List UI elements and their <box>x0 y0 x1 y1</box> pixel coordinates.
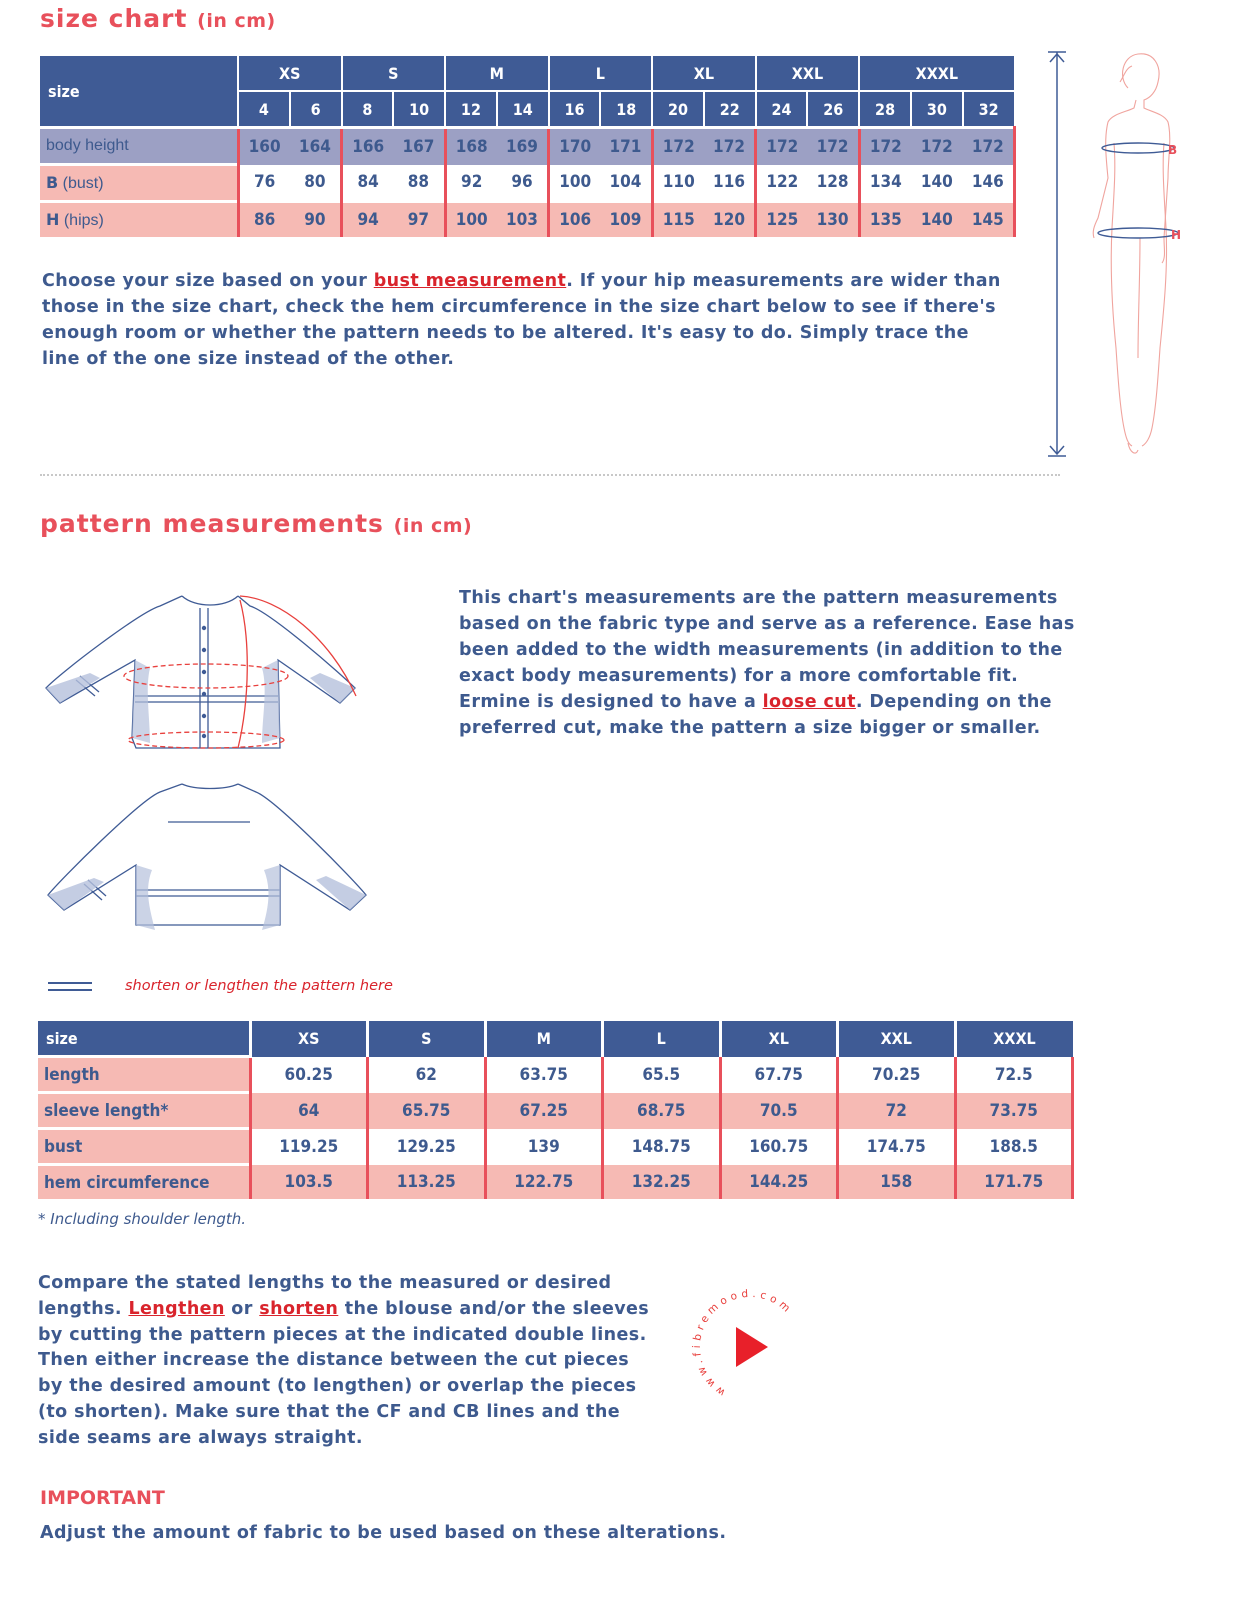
size-chart-cell: 172 <box>652 128 704 165</box>
bust-label: B <box>1168 143 1178 157</box>
size-chart-cell: 88 <box>393 165 445 202</box>
size-chart-cell: 122 <box>756 165 808 202</box>
pattern-table-cell: 144.25 <box>720 1165 838 1200</box>
size-chart-cell: 94 <box>342 202 394 238</box>
size-group-header: S <box>342 55 446 91</box>
pattern-size-column-header: XL <box>720 1021 838 1057</box>
size-chart-cell: 160 <box>238 128 290 165</box>
pattern-table-cell: 132.25 <box>603 1165 721 1200</box>
pattern-table-cell: 119.25 <box>250 1129 368 1165</box>
size-chart-cell: 167 <box>393 128 445 165</box>
size-advice-paragraph <box>42 268 1012 372</box>
size-number-header: 14 <box>497 91 549 128</box>
size-chart-cell: 76 <box>238 165 290 202</box>
size-chart-cell: 100 <box>445 202 497 238</box>
size-chart-cell: 171 <box>600 128 652 165</box>
size-chart-cell: 172 <box>807 128 859 165</box>
size-chart-cell: 115 <box>652 202 704 238</box>
size-chart-cell: 140 <box>911 165 963 202</box>
size-chart-cell: 166 <box>342 128 394 165</box>
pattern-table-row <box>38 1165 1073 1200</box>
size-chart-cell: 86 <box>238 202 290 238</box>
size-group-header: XS <box>238 55 342 91</box>
pattern-table-cell: 67.25 <box>485 1093 603 1129</box>
pattern-size-column-header: XS <box>250 1021 368 1057</box>
lengthen-link[interactable]: Lengthen <box>128 1298 225 1319</box>
video-badge-text: www.fibremood.com <box>690 1287 796 1399</box>
size-number-header: 28 <box>859 91 911 128</box>
size-number-header: 12 <box>445 91 497 128</box>
pattern-row-label: sleeve length* <box>38 1093 250 1129</box>
size-chart-title-text: size chart <box>40 4 188 33</box>
size-chart-cell: 172 <box>859 128 911 165</box>
size-chart-cell: 172 <box>756 128 808 165</box>
pattern-row-label: bust <box>38 1129 250 1165</box>
pattern-description-text-2: . Depending on the preferred cut, make the pattern a size bigger or smaller. <box>459 692 1052 738</box>
pattern-row-label: hem circumference <box>38 1165 250 1200</box>
size-number-header: 10 <box>393 91 445 128</box>
pattern-unit: (in cm) <box>393 515 473 537</box>
size-number-header: 30 <box>911 91 963 128</box>
pattern-table-cell: 139 <box>485 1129 603 1165</box>
pattern-description-text-1: This chart's measurements are the pattern measurements based on the fabric type and serve as a reference. Ease has been added to the width measurements (in addition to the exact body measurements) for a more comfortable fit. Ermine is designed to have a <box>459 588 1075 712</box>
pattern-table-cell: 72 <box>838 1093 956 1129</box>
size-chart-cell: 84 <box>342 165 394 202</box>
pattern-size-column-header: L <box>603 1021 721 1057</box>
size-number-header: 6 <box>290 91 342 128</box>
important-text: Adjust the amount of fabric to be used based on these alterations. <box>40 1523 727 1543</box>
size-chart-cell: 140 <box>911 202 963 238</box>
size-chart-cell: 125 <box>756 202 808 238</box>
row-label-text: (bust) <box>62 175 104 192</box>
size-chart-cell: 164 <box>290 128 342 165</box>
hip-label: H <box>1171 228 1182 242</box>
pattern-table-cell: 160.75 <box>720 1129 838 1165</box>
pattern-size-column-header: M <box>485 1021 603 1057</box>
pattern-measurements-table <box>38 1021 1074 1199</box>
pattern-table-cell: 148.75 <box>603 1129 721 1165</box>
video-badge[interactable] <box>688 1285 813 1410</box>
loose-cut-link[interactable]: loose cut <box>762 692 856 712</box>
size-chart-cell: 96 <box>497 165 549 202</box>
size-number-header: 16 <box>549 91 601 128</box>
size-chart-title <box>40 4 276 33</box>
pattern-measurements-title <box>40 509 472 538</box>
pattern-title-text: pattern measurements <box>40 509 384 538</box>
pattern-table-cell: 68.75 <box>603 1093 721 1129</box>
section-divider <box>40 474 1060 476</box>
pattern-table-cell: 73.75 <box>955 1093 1073 1129</box>
row-label <box>40 128 238 165</box>
size-chart-cell: 106 <box>549 202 601 238</box>
row-label-prefix: B <box>46 173 59 192</box>
pattern-table-row <box>38 1057 1073 1093</box>
pattern-table-cell: 174.75 <box>838 1129 956 1165</box>
size-header: size <box>40 55 238 128</box>
play-icon[interactable] <box>736 1327 768 1367</box>
size-chart-cell: 97 <box>393 202 445 238</box>
pattern-table-cell: 65.75 <box>368 1093 486 1129</box>
footnote: * Including shoulder length. <box>38 1210 247 1228</box>
blouse-back-illustration <box>40 770 370 935</box>
pattern-table-cell: 60.25 <box>250 1057 368 1093</box>
pattern-table-cell: 113.25 <box>368 1165 486 1200</box>
shorten-link[interactable]: shorten <box>259 1298 339 1319</box>
bust-measurement-link[interactable]: bust measurement <box>373 271 567 291</box>
size-number-header: 4 <box>238 91 290 128</box>
size-chart-cell: 104 <box>600 165 652 202</box>
pattern-size-header: size <box>38 1021 250 1057</box>
alteration-text-1: Compare the stated lengths to the measured or desired lengths. <box>38 1273 612 1319</box>
pattern-table-cell: 188.5 <box>955 1129 1073 1165</box>
size-group-header: M <box>445 55 549 91</box>
advice-text-1: Choose your size based on your <box>42 271 374 291</box>
size-chart-cell: 130 <box>807 202 859 238</box>
pattern-size-column-header: XXXL <box>955 1021 1073 1057</box>
size-chart-cell: 110 <box>652 165 704 202</box>
important-heading: IMPORTANT <box>40 1487 165 1509</box>
size-chart-row <box>40 165 1015 202</box>
size-group-header: XXL <box>756 55 860 91</box>
size-chart-cell: 145 <box>963 202 1015 238</box>
size-chart-cell: 128 <box>807 165 859 202</box>
size-number-header: 22 <box>704 91 756 128</box>
size-chart-cell: 170 <box>549 128 601 165</box>
size-number-header: 32 <box>963 91 1015 128</box>
pattern-table-cell: 70.5 <box>720 1093 838 1129</box>
advice-text-2: . If your hip measurements are wider than those in the size chart, check the hem circumference in the size chart below to see if there's enough room or whether the pattern needs to be altered. It's easy to do. Simply trace the line of the one size instead of the other. <box>42 271 1001 369</box>
size-chart-cell: 172 <box>911 128 963 165</box>
size-chart-table <box>40 54 1016 237</box>
pattern-table-cell: 122.75 <box>485 1165 603 1200</box>
pattern-description-paragraph <box>459 585 1079 741</box>
size-chart-cell: 120 <box>704 202 756 238</box>
pattern-table-cell: 65.5 <box>603 1057 721 1093</box>
row-label-text: (hips) <box>63 212 104 229</box>
pattern-table-cell: 103.5 <box>250 1165 368 1200</box>
size-chart-cell: 116 <box>704 165 756 202</box>
pattern-table-cell: 63.75 <box>485 1057 603 1093</box>
size-chart-cell: 146 <box>963 165 1015 202</box>
size-chart-cell: 168 <box>445 128 497 165</box>
size-group-header: XXXL <box>859 55 1014 91</box>
pattern-table-cell: 171.75 <box>955 1165 1073 1200</box>
pattern-table-cell: 70.25 <box>838 1057 956 1093</box>
size-chart-cell: 134 <box>859 165 911 202</box>
size-chart-row <box>40 128 1015 165</box>
body-measurement-figure <box>1040 48 1240 468</box>
pattern-table-cell: 129.25 <box>368 1129 486 1165</box>
size-chart-cell: 109 <box>600 202 652 238</box>
size-chart-row <box>40 202 1015 238</box>
pattern-size-column-header: S <box>368 1021 486 1057</box>
size-chart-unit: (in cm) <box>197 10 276 32</box>
size-chart-cell: 90 <box>290 202 342 238</box>
pattern-table-row <box>38 1129 1073 1165</box>
alteration-paragraph <box>38 1271 653 1452</box>
woman-silhouette-icon <box>1093 54 1170 453</box>
size-chart-cell: 172 <box>963 128 1015 165</box>
pattern-table-row <box>38 1093 1073 1129</box>
size-number-header: 26 <box>807 91 859 128</box>
pattern-table-cell: 64 <box>250 1093 368 1129</box>
size-number-header: 24 <box>756 91 808 128</box>
size-number-header: 20 <box>652 91 704 128</box>
pattern-size-column-header: XXL <box>838 1021 956 1057</box>
alteration-text-or: or <box>224 1298 260 1319</box>
pattern-row-label: length <box>38 1057 250 1093</box>
row-label <box>40 165 238 202</box>
legend-text: shorten or lengthen the pattern here <box>125 978 393 994</box>
size-chart-cell: 100 <box>549 165 601 202</box>
size-chart-cell: 172 <box>704 128 756 165</box>
blouse-front-illustration <box>40 578 370 753</box>
size-chart-cell: 103 <box>497 202 549 238</box>
row-label-text: body height <box>46 137 129 154</box>
size-group-header: L <box>549 55 653 91</box>
height-arrow-icon <box>1048 52 1066 456</box>
size-number-header: 18 <box>600 91 652 128</box>
row-label-prefix: H <box>46 210 60 229</box>
pattern-table-cell: 158 <box>838 1165 956 1200</box>
size-chart-cell: 92 <box>445 165 497 202</box>
pattern-table-cell: 67.75 <box>720 1057 838 1093</box>
size-chart-cell: 135 <box>859 202 911 238</box>
row-label <box>40 202 238 238</box>
alteration-text-2: the blouse and/or the sleeves by cutting the pattern pieces at the indicated double lines. Then either increase the distance between the cut pieces by the desired amount (to lengthen) or overlap the pieces (to shorten). Make sure that the CF and CB lines and the side seams are always straight. <box>38 1298 650 1448</box>
size-chart-cell: 169 <box>497 128 549 165</box>
size-chart-cell: 80 <box>290 165 342 202</box>
size-group-header: XL <box>652 55 756 91</box>
pattern-table-cell: 72.5 <box>955 1057 1073 1093</box>
pattern-table-cell: 62 <box>368 1057 486 1093</box>
size-number-header: 8 <box>342 91 394 128</box>
double-line-legend-icon <box>48 982 92 991</box>
